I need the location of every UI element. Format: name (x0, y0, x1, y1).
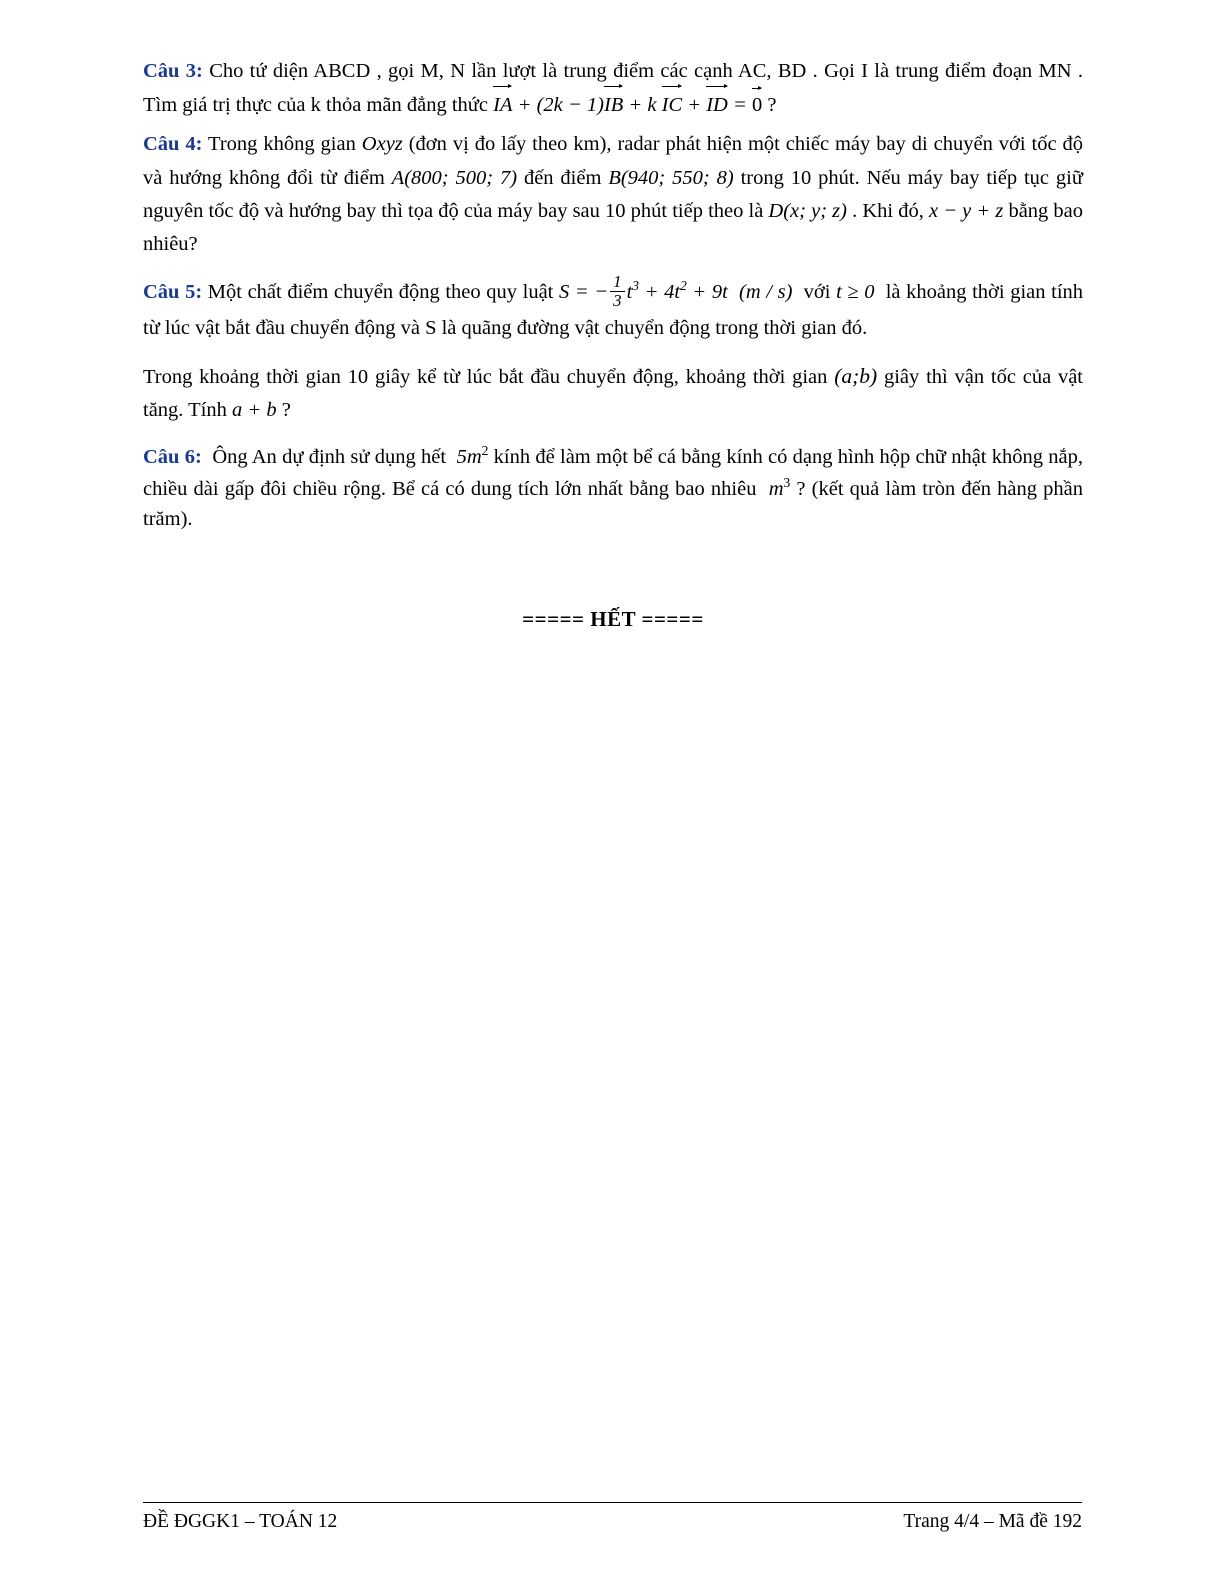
footer-right: Trang 4/4 – Mã đề 192 (903, 1511, 1082, 1532)
question-6-area: $5m^2$ (456, 443, 489, 468)
question-4-space: Oxyz (361, 133, 403, 156)
question-5: Câu 5: Một chất điểm chuyển động theo quy luật S = − $\frac{1}{3}$ $t^3 + 4t^2 + 9t$ (m / s) với t ≥ 0 là khoảng thời gian tính từ lúc vật bắt đầu chuyển động và S là quãng đường vật chuyển động trong thời gian đó. (143, 272, 1084, 339)
question-3-formula: IA + (2k − 1)IB + k IC + ID = 0 (493, 94, 762, 116)
question-3-text-2: ? (762, 94, 777, 117)
question-4-point-b: B(940; 550; 8) (608, 166, 734, 189)
question-5-formula: S = − $\frac{1}{3}$ $t^3 + 4t^2 + 9t$ (m / s) (559, 272, 793, 310)
question-6-volume-unit: $m^3$ (768, 474, 791, 500)
page-footer (143, 1502, 1082, 1533)
end-marker: ===== HẾT ===== (522, 607, 704, 632)
question-4-expression: x − y + z (928, 199, 1004, 222)
question-4-point-a: A(800; 500; 7) (391, 166, 518, 189)
question-5-text2-post: giây thì vận tốc của vật tăng. Tính (143, 365, 1083, 421)
question-5-label: Câu 5: (143, 281, 203, 304)
question-3-text-1: Cho tứ diện ABCD , gọi M, N lần lượt là trung điểm các cạnh AC, BD . Gọi I là trung điểm đoạn MN . Tìm giá trị thực của k thỏa mãn đẳng thức (143, 60, 1083, 117)
question-4-point-d: D(x; y; z) (768, 199, 847, 222)
question-5-text-post: là khoảng thời gian tính từ lúc vật bắt đầu chuyển động và S là quãng đường vật chuyển động trong thời gian đó. (143, 281, 1084, 339)
question-5-ask: a + b (232, 398, 277, 421)
question-5-part2 (143, 359, 1083, 427)
question-3 (143, 55, 1083, 122)
question-5-text2-pre: Trong khoảng thời gian 10 giây kể từ lúc bắt đầu chuyển động, khoảng thời gian (143, 365, 835, 388)
footer-left: ĐỀ ĐGGK1 – TOÁN 12 (143, 1511, 338, 1532)
question-5-interval: (a;b) (834, 363, 878, 388)
question-6: Câu 6: Ông An dự định sử dụng hết $5m^2$ kính để làm một bể cá bằng kính có dạng hình hộp chữ nhật không nắp, chiều dài gấp đôi chiều rộng. Bể cá có dung tích lớn nhất bằng bao nhiêu $m^3$ ? (kết quả làm tròn đến hàng phần trăm). (143, 443, 1083, 531)
question-4: Câu 4: Trong không gian Oxyz (đơn vị đo lấy theo km), radar phát hiện một chiếc máy bay di chuyển với tốc độ và hướng không đổi từ điểm A(800; 500; 7) đến điểm B(940; 550; 8) trong 10 phút. Nếu máy bay tiếp tục giữ nguyên tốc độ và hướng bay thì tọa độ của máy bay sau 10 phút tiếp theo là D(x; y; z) . Khi đó, x − y + z bằng bao nhiêu? (143, 133, 1084, 256)
question-3-label: Câu 3: (143, 60, 203, 82)
question-4-label: Câu 4: (143, 133, 203, 156)
question-6-label: Câu 6: (143, 445, 202, 468)
question-5-text-pre: Một chất điểm chuyển động theo quy luật (207, 281, 559, 304)
question-5-condition: t ≥ 0 (836, 281, 875, 304)
document-content (143, 55, 1083, 632)
question-5-text2-end: ? (276, 398, 291, 421)
